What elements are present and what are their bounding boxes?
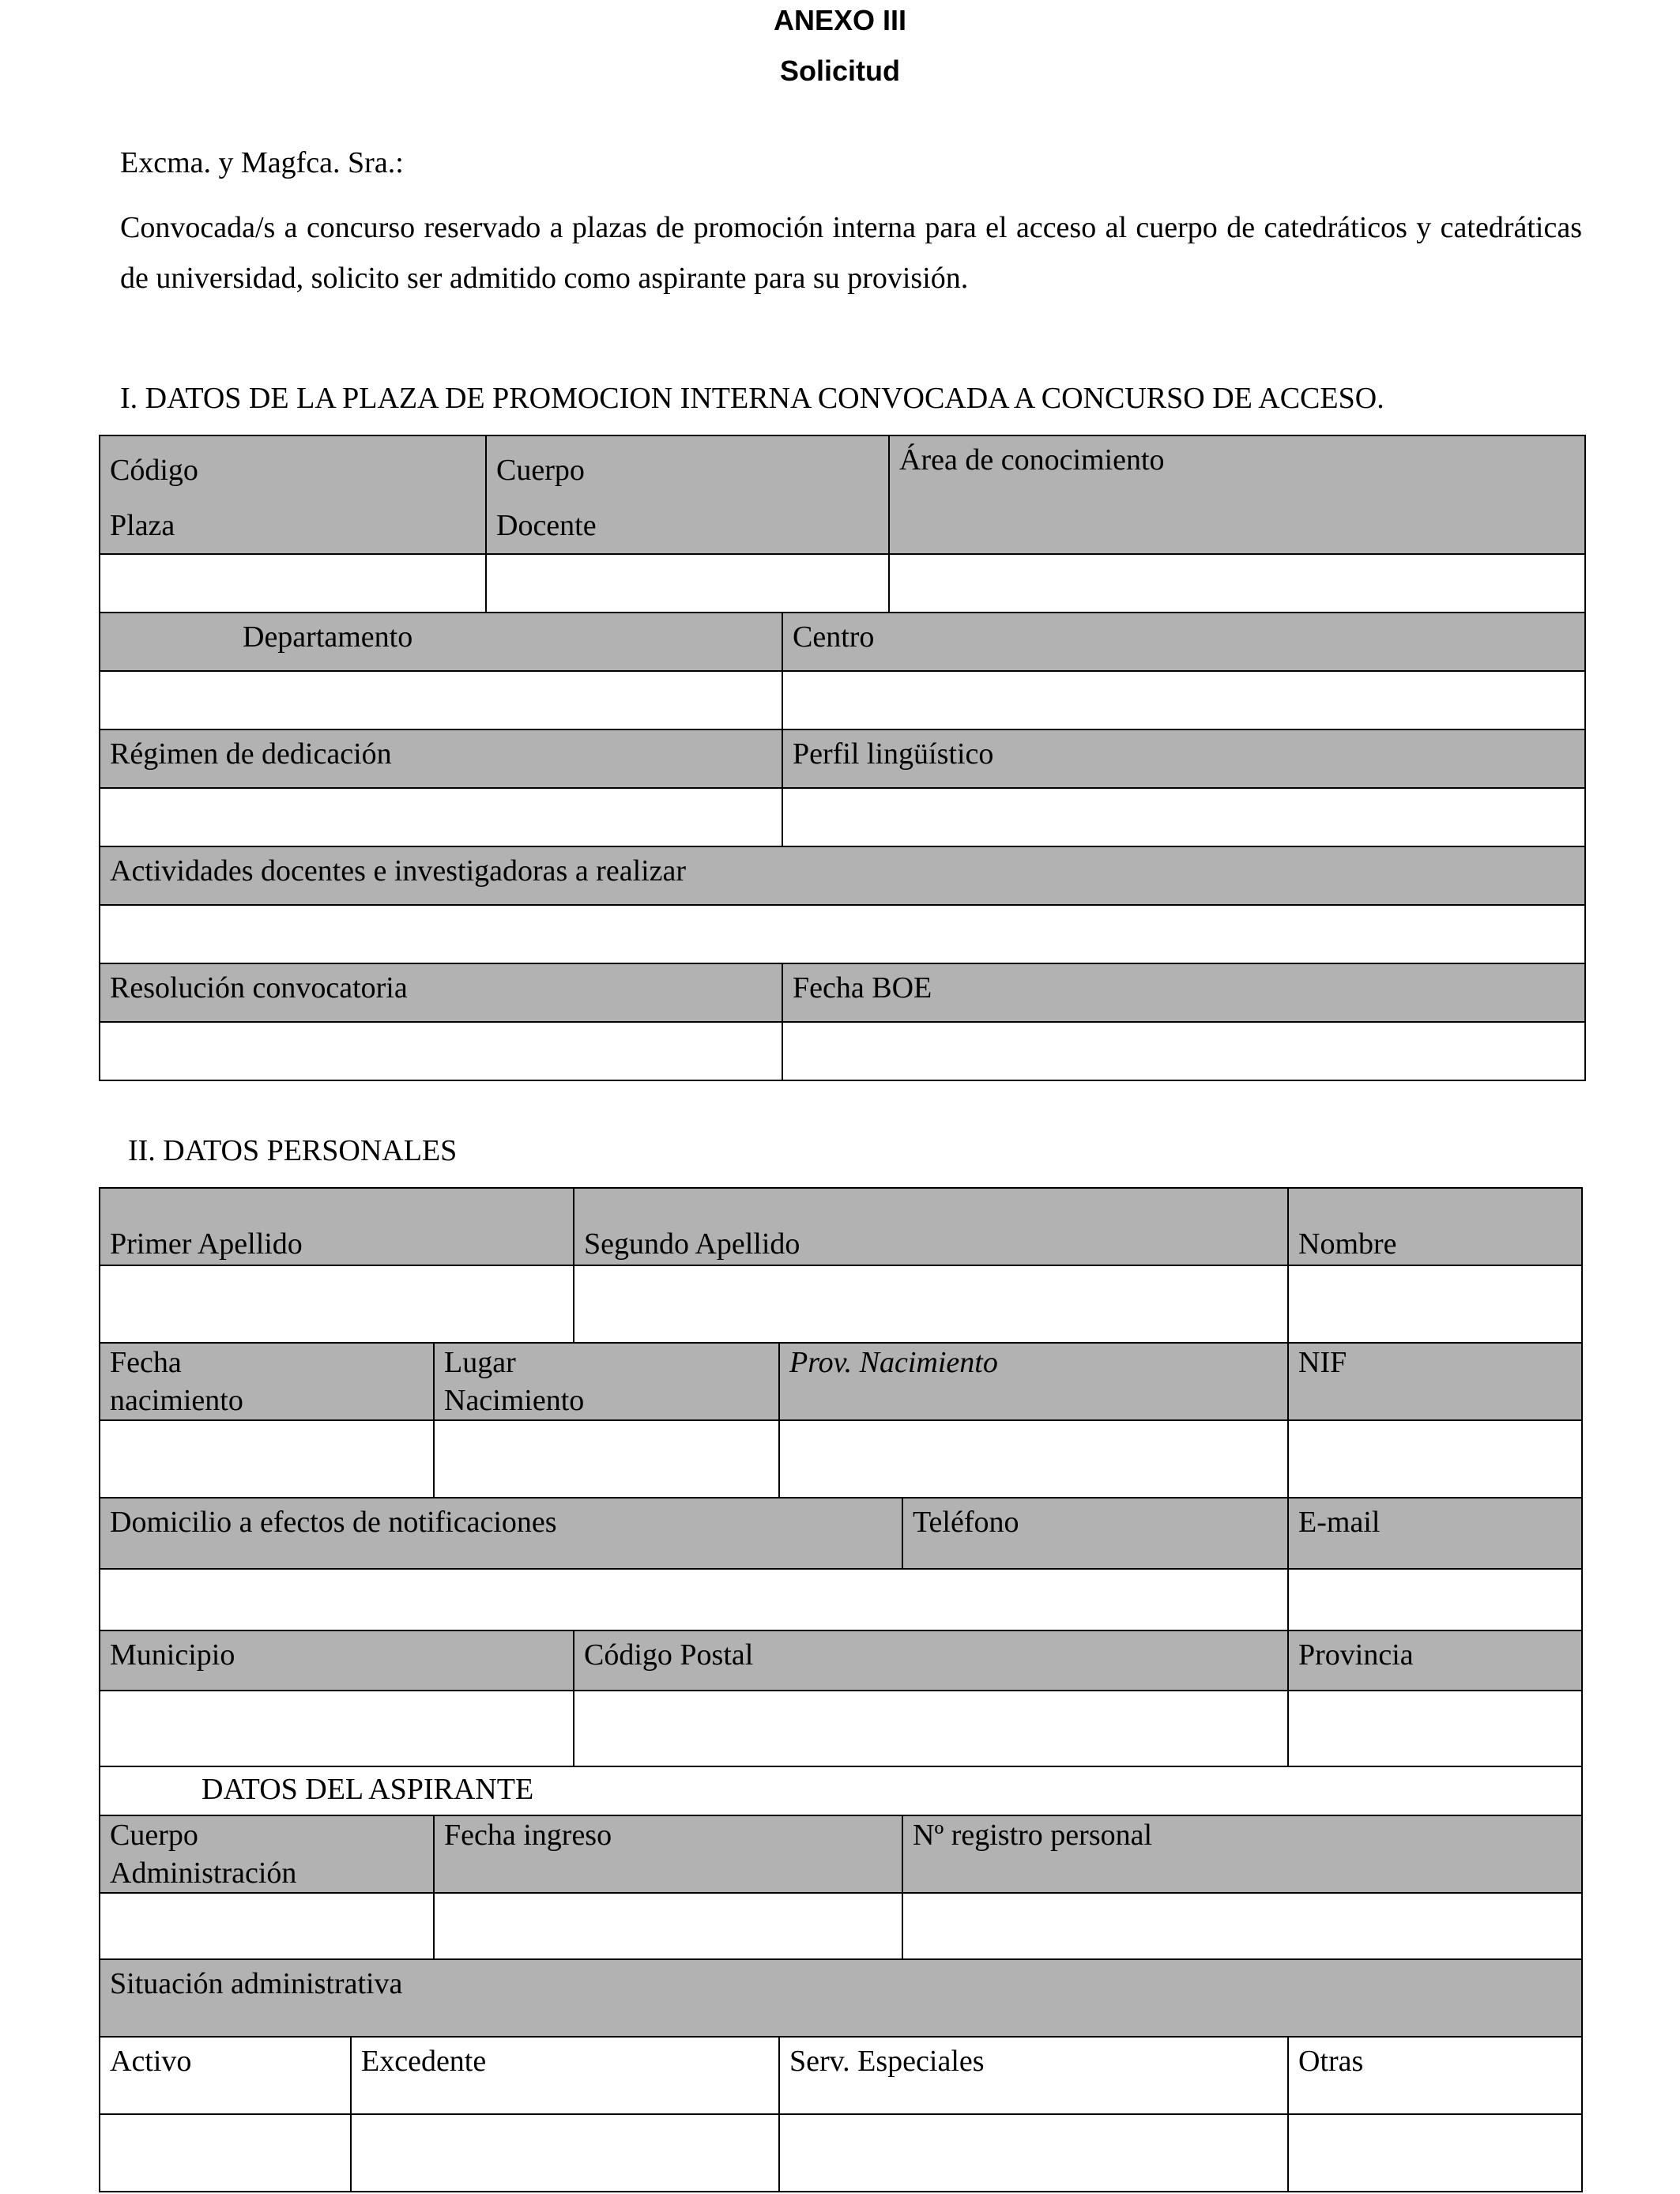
centro-label: Centro <box>782 613 1585 671</box>
provincia-label: Provincia <box>1288 1630 1582 1691</box>
area-conocimiento-label: Área de conocimiento <box>889 435 1585 554</box>
cuerpo-admin-line2: Administración <box>110 1857 297 1890</box>
primer-apellido-field[interactable] <box>100 1265 574 1343</box>
lugar-nacimiento-field[interactable] <box>434 1420 779 1498</box>
fecha-boe-field[interactable] <box>782 1022 1585 1080</box>
centro-field[interactable] <box>782 671 1585 729</box>
plaza-data-table <box>99 435 1586 1081</box>
otras-label: Otras <box>1288 2037 1582 2114</box>
perfil-linguistico-label: Perfil lingüístico <box>782 729 1585 788</box>
personal-data-table <box>99 1187 1583 2192</box>
nif-label: NIF <box>1288 1343 1582 1420</box>
fecha-nacimiento-field[interactable] <box>100 1420 434 1498</box>
resolucion-label: Resolución convocatoria <box>100 963 782 1022</box>
situacion-administrativa-label: Situación administrativa <box>100 1959 1582 2037</box>
resolucion-field[interactable] <box>100 1022 782 1080</box>
nif-field[interactable] <box>1288 1420 1582 1498</box>
codigo-label-line2: Plaza <box>110 509 175 542</box>
lugar-nacimiento-label <box>434 1343 779 1420</box>
domicilio-field[interactable] <box>100 1569 1288 1630</box>
lugar-nac-line2: Nacimiento <box>444 1384 585 1417</box>
fecha-nac-line2: nacimiento <box>110 1384 243 1417</box>
codigo-postal-field[interactable] <box>574 1691 1288 1766</box>
municipio-label: Municipio <box>100 1630 574 1691</box>
area-conocimiento-field[interactable] <box>889 554 1585 613</box>
datos-aspirante-heading: DATOS DEL ASPIRANTE <box>100 1766 1582 1815</box>
provincia-field[interactable] <box>1288 1691 1582 1766</box>
municipio-field[interactable] <box>100 1691 574 1766</box>
cuerpo-admin-line1: Cuerpo <box>110 1819 198 1852</box>
cuerpo-administracion-label <box>100 1815 434 1893</box>
registro-personal-field[interactable] <box>902 1893 1582 1959</box>
primer-apellido-label: Primer Apellido <box>100 1188 574 1265</box>
excedente-label: Excedente <box>351 2037 779 2114</box>
section-1-title: I. DATOS DE LA PLAZA DE PROMOCION INTERNA CONVOCADA A CONCURSO DE ACCESO. <box>120 382 1384 415</box>
segundo-apellido-label: Segundo Apellido <box>574 1188 1288 1265</box>
codigo-plaza-field[interactable] <box>100 554 486 613</box>
cuerpo-label-line1: Cuerpo <box>496 454 585 487</box>
activo-field[interactable] <box>100 2114 351 2192</box>
fecha-nac-line1: Fecha <box>110 1346 182 1379</box>
salutation: Excma. y Magfca. Sra.: <box>120 146 404 179</box>
telefono-label: Teléfono <box>902 1498 1288 1569</box>
cuerpo-docente-field[interactable] <box>486 554 889 613</box>
fecha-ingreso-field[interactable] <box>434 1893 902 1959</box>
activo-label: Activo <box>100 2037 351 2114</box>
excedente-field[interactable] <box>351 2114 779 2192</box>
document-title: Solicitud <box>780 55 900 87</box>
serv-especiales-label: Serv. Especiales <box>779 2037 1288 2114</box>
otras-field[interactable] <box>1288 2114 1582 2192</box>
nombre-field[interactable] <box>1288 1265 1582 1343</box>
email-label: E-mail <box>1288 1498 1582 1569</box>
annex-heading: ANEXO III <box>773 4 907 36</box>
fecha-ingreso-label: Fecha ingreso <box>434 1815 902 1893</box>
departamento-label: Departamento <box>100 613 782 671</box>
perfil-linguistico-field[interactable] <box>782 788 1585 846</box>
fecha-boe-label: Fecha BOE <box>782 963 1585 1022</box>
email-field[interactable] <box>1288 1569 1582 1630</box>
actividades-field[interactable] <box>100 905 1585 963</box>
domicilio-label: Domicilio a efectos de notificaciones <box>100 1498 902 1569</box>
regimen-label: Régimen de dedicación <box>100 729 782 788</box>
regimen-field[interactable] <box>100 788 782 846</box>
segundo-apellido-field[interactable] <box>574 1265 1288 1343</box>
lugar-nac-line1: Lugar <box>444 1346 516 1379</box>
cuerpo-docente-label <box>486 435 889 554</box>
codigo-plaza-label <box>100 435 486 554</box>
departamento-field[interactable] <box>100 671 782 729</box>
registro-personal-label: Nº registro personal <box>902 1815 1582 1893</box>
actividades-label: Actividades docentes e investigadoras a realizar <box>100 846 1585 905</box>
nombre-label: Nombre <box>1288 1188 1582 1265</box>
cuerpo-administracion-field[interactable] <box>100 1893 434 1959</box>
fecha-nacimiento-label <box>100 1343 434 1420</box>
section-2-title: II. DATOS PERSONALES <box>128 1134 458 1167</box>
cuerpo-label-line2: Docente <box>496 509 597 542</box>
codigo-label-line1: Código <box>110 454 198 487</box>
prov-nacimiento-field[interactable] <box>779 1420 1288 1498</box>
intro-paragraph: Convocada/s a concurso reservado a plazas de promoción interna para el acceso al cuerpo de catedráticos y catedráticas de universidad, solicito ser admitido como aspirante para su provisión. <box>120 211 1582 295</box>
prov-nacimiento-label: Prov. Nacimiento <box>779 1343 1288 1420</box>
serv-especiales-field[interactable] <box>779 2114 1288 2192</box>
codigo-postal-label: Código Postal <box>574 1630 1288 1691</box>
